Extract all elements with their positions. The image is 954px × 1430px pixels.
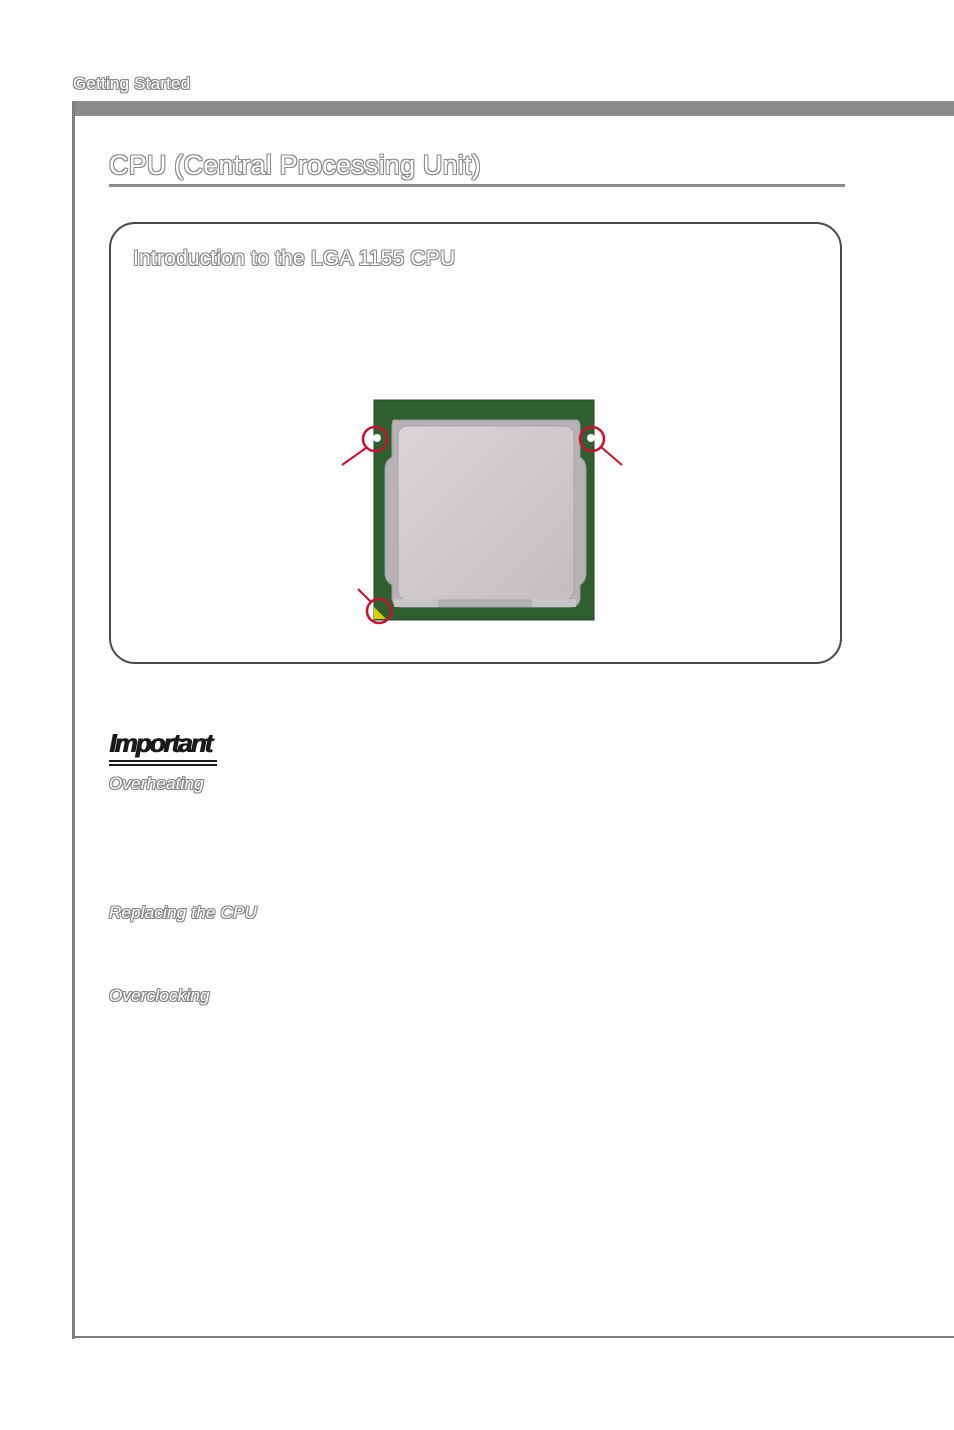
left-margin-rule: [72, 101, 75, 1339]
important-label: Important: [109, 728, 211, 758]
orientation-key-notch-left: [373, 434, 381, 442]
footer-rule: [72, 1336, 954, 1338]
orientation-key-pointer-left: [342, 448, 366, 465]
cpu-notch-right: [532, 599, 576, 607]
page-title: CPU (Central Processing Unit): [109, 150, 481, 180]
pin1-indicator-pointer: [358, 589, 371, 602]
header-bar: [73, 101, 954, 116]
intro-heading: Introduction to the LGA 1155 CPU: [133, 247, 456, 270]
orientation-key-notch-right: [587, 434, 595, 442]
note-heading-overclocking: Overclocking: [109, 986, 210, 1005]
cpu-heat-spreader: [398, 426, 574, 600]
orientation-key-pointer-right: [601, 447, 622, 465]
section-label: Getting Started: [73, 74, 191, 93]
important-underline: [109, 760, 217, 766]
title-underline: [109, 184, 845, 187]
cpu-notch-left: [394, 599, 438, 607]
note-heading-overheating: Overheating: [109, 774, 204, 793]
note-heading-replacing-cpu: Replacing the CPU: [109, 903, 257, 922]
cpu-illustration: [330, 395, 630, 630]
